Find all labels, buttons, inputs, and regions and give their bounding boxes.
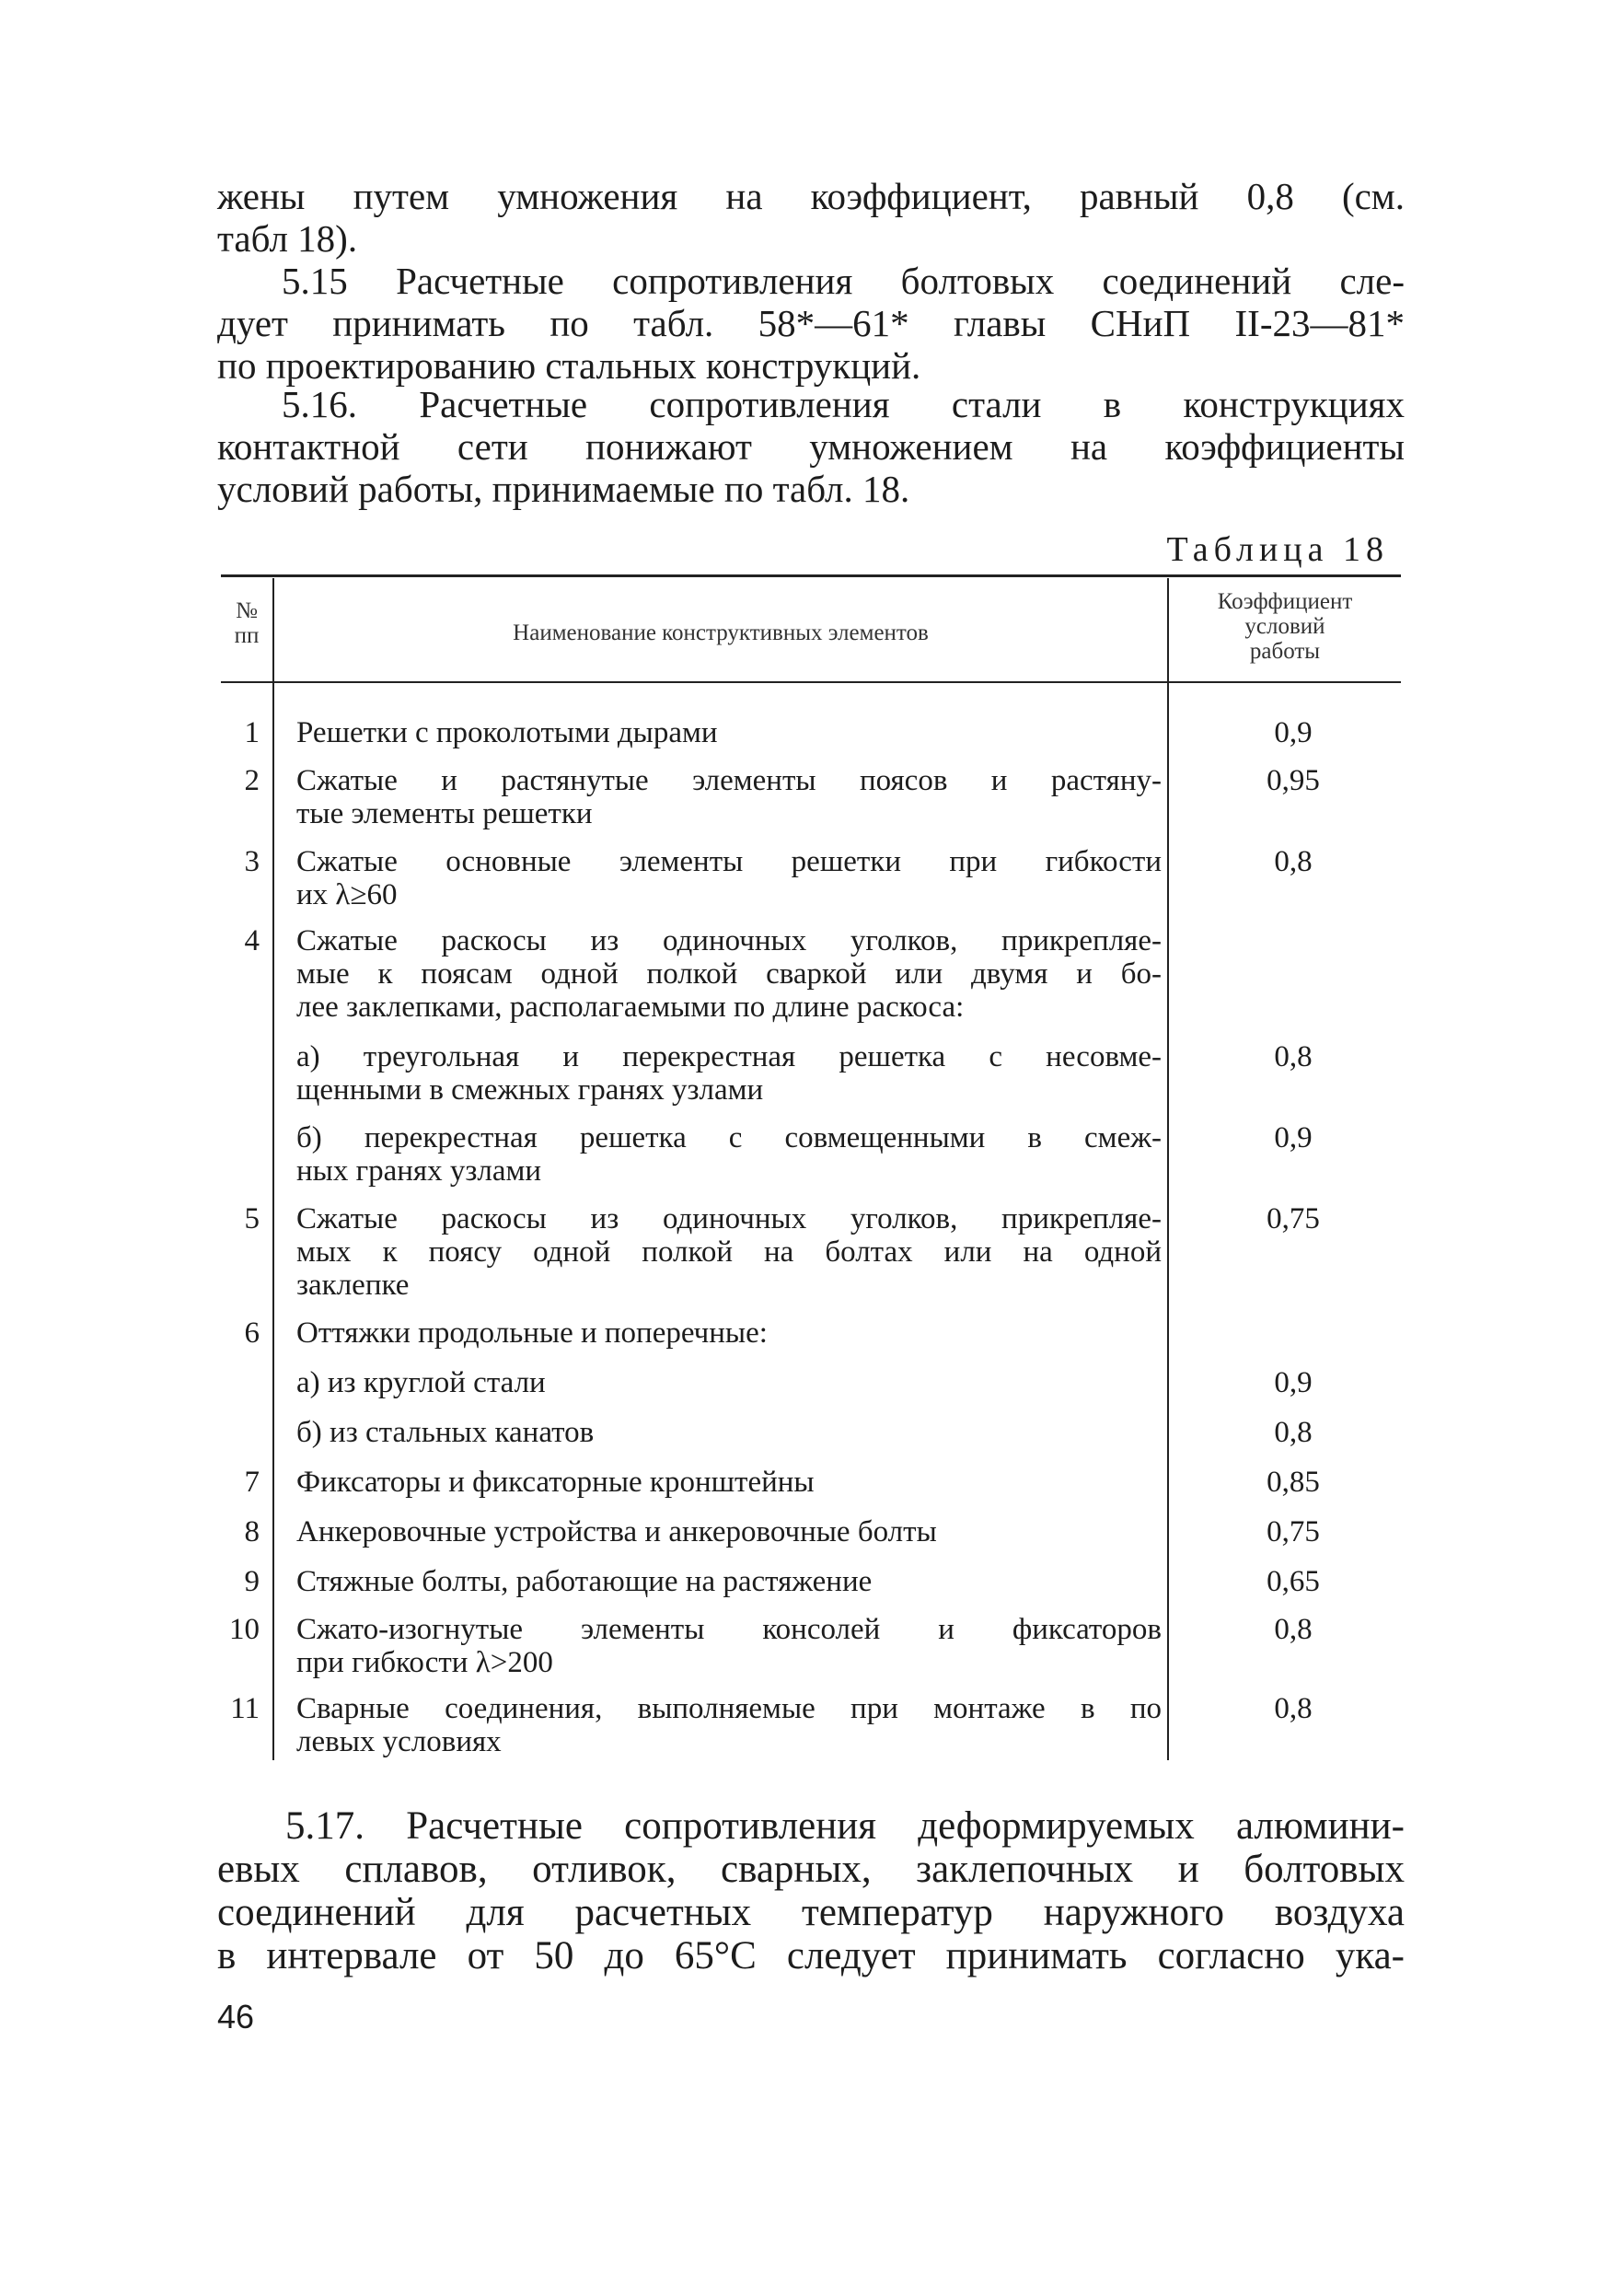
row-text-line: а) из круглой стали bbox=[296, 1366, 546, 1399]
row-value: 0,9 bbox=[1274, 1121, 1313, 1154]
row-value: 0,75 bbox=[1267, 1202, 1320, 1235]
row-number: 2 bbox=[244, 764, 260, 797]
row-text-line: б) перекрестная решетка с совмещенными в смеж- bbox=[296, 1121, 1162, 1154]
table-column-divider-right bbox=[1167, 578, 1169, 1760]
row-text-line: Решетки с проколотыми дырами bbox=[296, 716, 718, 749]
header-number-line: пп bbox=[234, 623, 260, 648]
header-coefficient bbox=[1169, 589, 1401, 664]
row-value: 0,8 bbox=[1274, 845, 1313, 878]
row-text-line: левых условиях bbox=[296, 1725, 502, 1758]
page-number: 46 bbox=[217, 1998, 255, 2035]
row-number: 5 bbox=[244, 1202, 260, 1235]
row-number: 4 bbox=[244, 924, 260, 957]
row-text bbox=[296, 764, 1162, 830]
row-text bbox=[296, 1515, 1162, 1548]
row-text-line: их λ≥60 bbox=[296, 878, 398, 911]
text-line: 5.16. Расчетные сопротивления стали в конструкциях bbox=[282, 383, 1405, 425]
paragraph-5-15 bbox=[217, 260, 1405, 387]
row-text-line: Сжатые раскосы из одиночных уголков, прикрепляе- bbox=[296, 924, 1162, 957]
row-text-line: Сжатые и растянутые элементы поясов и растяну- bbox=[296, 764, 1162, 797]
row-text bbox=[296, 1040, 1162, 1107]
text-line: евых сплавов, отливок, сварных, заклепочных и болтовых bbox=[217, 1848, 1405, 1891]
header-coefficient-line: условий bbox=[1244, 614, 1325, 639]
text-line: 5.15 Расчетные сопротивления болтовых соединений сле- bbox=[282, 260, 1405, 302]
row-number: 9 bbox=[244, 1565, 260, 1598]
row-text-line: Сжатые основные элементы решетки при гибкости bbox=[296, 845, 1162, 878]
text-line: соединений для расчетных температур наружного воздуха bbox=[217, 1891, 1405, 1934]
row-number: 10 bbox=[229, 1613, 260, 1646]
row-text-line: а) треугольная и перекрестная решетка с несовме- bbox=[296, 1040, 1162, 1073]
row-text-line: Оттяжки продольные и поперечные: bbox=[296, 1316, 768, 1350]
paragraph-5-17 bbox=[217, 1804, 1405, 1977]
row-text-line: Сжатые раскосы из одиночных уголков, прикрепляе- bbox=[296, 1202, 1162, 1235]
header-coefficient-line: работы bbox=[1249, 639, 1321, 664]
text-line: по проектированию стальных конструкций. bbox=[217, 344, 921, 387]
row-text bbox=[296, 716, 1162, 749]
row-text bbox=[296, 1121, 1162, 1188]
row-value: 0,8 bbox=[1274, 1416, 1313, 1449]
row-number: 1 bbox=[244, 716, 260, 749]
text-line: жены путем умножения на коэффициент, равный 0,8 (см. bbox=[217, 175, 1405, 217]
row-text-line: при гибкости λ>200 bbox=[296, 1646, 553, 1679]
row-number: 7 bbox=[244, 1466, 260, 1499]
row-number: 3 bbox=[244, 845, 260, 878]
row-text-line: Фиксаторы и фиксаторные кронштейны bbox=[296, 1466, 815, 1499]
header-coefficient-line: Коэффициент bbox=[1217, 589, 1353, 614]
row-text-line: заклепке bbox=[296, 1269, 410, 1302]
row-value: 0,9 bbox=[1274, 1366, 1313, 1399]
row-text-line: тые элементы решетки bbox=[296, 797, 593, 830]
row-text bbox=[296, 1366, 1162, 1399]
row-text bbox=[296, 1416, 1162, 1449]
table-caption: Таблица 18 bbox=[1166, 530, 1389, 569]
header-element-name: Наименование конструктивных элементов bbox=[513, 620, 929, 645]
row-text bbox=[296, 845, 1162, 911]
row-text bbox=[296, 1613, 1162, 1679]
row-text bbox=[296, 924, 1162, 1024]
text-line: условий работы, принимаемые по табл. 18. bbox=[217, 468, 910, 510]
row-text-line: Стяжные болты, работающие на растяжение bbox=[296, 1565, 873, 1598]
table-top-rule bbox=[221, 574, 1401, 577]
row-value: 0,8 bbox=[1274, 1613, 1313, 1646]
row-number: 8 bbox=[244, 1515, 260, 1548]
row-text-line: щенными в смежных гранях узлами bbox=[296, 1073, 764, 1107]
header-number bbox=[221, 598, 272, 648]
row-value: 0,75 bbox=[1267, 1515, 1320, 1548]
row-text bbox=[296, 1316, 1162, 1350]
row-value: 0,85 bbox=[1267, 1466, 1320, 1499]
paragraph-5-16 bbox=[217, 383, 1405, 510]
row-text-line: Сварные соединения, выполняемые при монтаже в по bbox=[296, 1692, 1162, 1725]
table-header-rule bbox=[221, 681, 1401, 683]
row-text bbox=[296, 1692, 1162, 1758]
row-number: 11 bbox=[230, 1692, 260, 1725]
header-number-line: № bbox=[236, 598, 258, 623]
row-text-line: Сжато-изогнутые элементы консолей и фиксаторов bbox=[296, 1613, 1162, 1646]
row-text-line: мых к поясу одной полкой на болтах или на одной bbox=[296, 1235, 1162, 1269]
row-text bbox=[296, 1466, 1162, 1499]
row-text-line: лее заклепками, располагаемыми по длине раскоса: bbox=[296, 991, 965, 1024]
text-line: дует принимать по табл. 58*—61* главы СНиП II-23—81* bbox=[217, 302, 1405, 344]
row-text-line: мые к поясам одной полкой сваркой или двумя и бо- bbox=[296, 957, 1162, 991]
text-line: 5.17. Расчетные сопротивления деформируемых алюмини- bbox=[285, 1804, 1405, 1848]
row-value: 0,65 bbox=[1267, 1565, 1320, 1598]
paragraph-continuation bbox=[217, 175, 1405, 260]
row-text-line: б) из стальных канатов bbox=[296, 1416, 595, 1449]
row-value: 0,9 bbox=[1274, 716, 1313, 749]
text-line: в интервале от 50 до 65°С следует принимать согласно ука- bbox=[217, 1934, 1405, 1977]
row-value: 0,8 bbox=[1274, 1040, 1313, 1073]
row-value: 0,8 bbox=[1274, 1692, 1313, 1725]
text-line: контактной сети понижают умножением на коэффициенты bbox=[217, 425, 1405, 468]
row-text-line: Анкеровочные устройства и анкеровочные болты bbox=[296, 1515, 937, 1548]
row-text bbox=[296, 1202, 1162, 1302]
table-column-divider-left bbox=[272, 578, 274, 1760]
row-text bbox=[296, 1565, 1162, 1598]
row-number: 6 bbox=[244, 1316, 260, 1350]
row-text-line: ных гранях узлами bbox=[296, 1154, 542, 1188]
row-value: 0,95 bbox=[1267, 764, 1320, 797]
text-line: табл 18). bbox=[217, 217, 358, 260]
